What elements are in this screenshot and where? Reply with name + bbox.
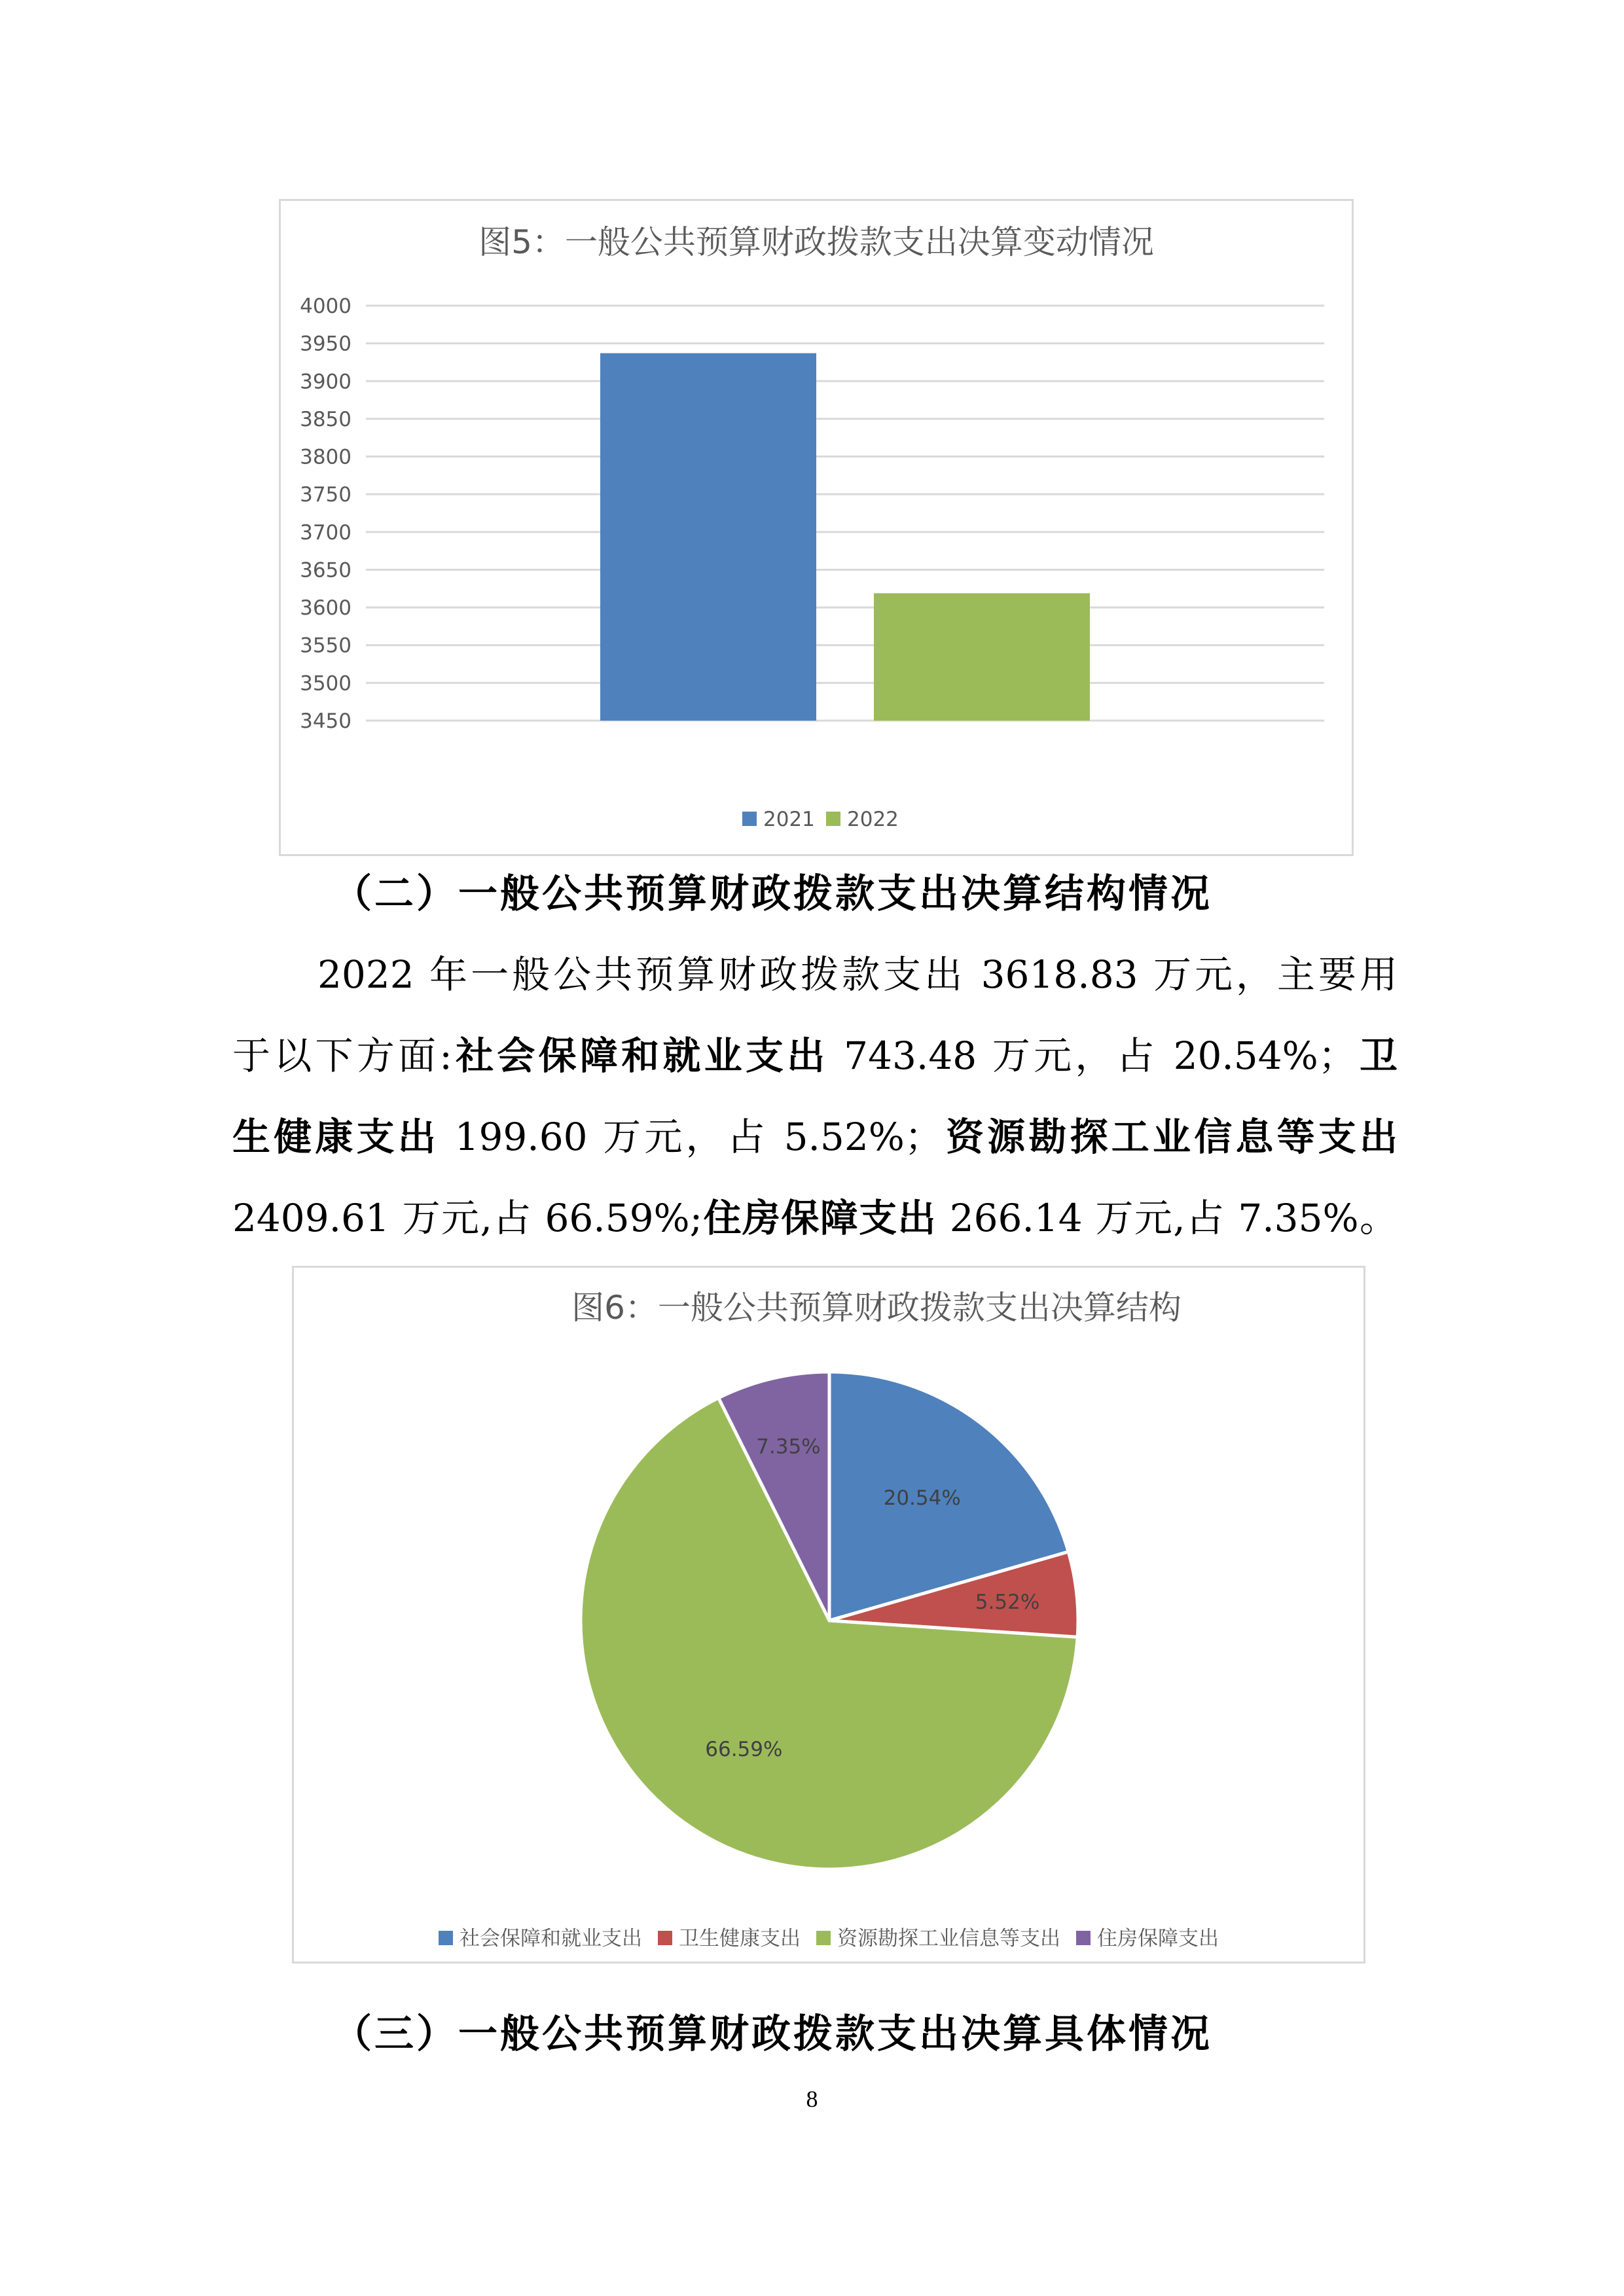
paragraph-text: 2409.61 万元,占 66.59%; — [232, 1196, 703, 1240]
legend-swatch-1 — [439, 1931, 453, 1945]
section-heading-structure: （二）一般公共预算财政拨款支出决算结构情况 — [333, 871, 1212, 917]
y-tick-label: 3850 — [300, 407, 352, 431]
paragraph-line-2 — [232, 1033, 1398, 1078]
paragraph-text: 2022 年一般公共预算财政拨款支出 3618.83 万元，主要用 — [317, 952, 1398, 997]
pie-chart-title: 图6：一般公共预算财政拨款支出决算结构 — [571, 1289, 1182, 1327]
y-tick-label: 3500 — [300, 672, 352, 696]
legend-label-3: 资源勘探工业信息等支出 — [837, 1927, 1060, 1950]
paragraph-line-1 — [317, 952, 1398, 997]
pie-chart-legend — [439, 1927, 1219, 1950]
bar-chart-bars — [600, 353, 1090, 721]
y-tick-label: 3450 — [300, 709, 352, 733]
page-number: 8 — [806, 2086, 818, 2112]
category-housing: 住房保障支出 — [702, 1196, 937, 1240]
legend-swatch-2021 — [742, 812, 757, 826]
pie-data-label: 5.52% — [975, 1590, 1040, 1614]
category-social-security: 社会保障和就业支出 — [452, 1033, 829, 1078]
bar-2021 — [600, 353, 816, 721]
legend-label-1: 社会保障和就业支出 — [460, 1927, 642, 1950]
legend-swatch-3 — [816, 1931, 831, 1945]
legend-label-2021: 2021 — [763, 808, 815, 831]
y-tick-label: 3650 — [300, 558, 352, 583]
legend-label-2022: 2022 — [847, 808, 899, 831]
section-heading-details: （三）一般公共预算财政拨款支出决算具体情况 — [333, 2011, 1212, 2057]
y-tick-label: 4000 — [300, 295, 352, 318]
y-tick-label: 3950 — [300, 332, 352, 356]
pie-chart-frame — [292, 1266, 1365, 1964]
pie-chart-slices — [581, 1372, 1078, 1869]
pie-data-label: 20.54% — [883, 1486, 961, 1510]
legend-label-2: 卫生健康支出 — [679, 1927, 801, 1950]
pie-data-label: 7.35% — [756, 1435, 821, 1459]
bar-2022 — [874, 593, 1090, 721]
y-tick-label: 3700 — [300, 520, 352, 545]
legend-label-4: 住房保障支出 — [1097, 1927, 1219, 1950]
bar-chart-y-axis — [300, 295, 352, 733]
bar-chart — [281, 201, 1352, 854]
bar-chart-legend — [742, 808, 899, 831]
pie-chart — [294, 1268, 1363, 1962]
legend-swatch-2022 — [826, 812, 840, 826]
category-health-part: 卫 — [1356, 1033, 1398, 1078]
paragraph-line-3 — [232, 1115, 1398, 1159]
y-tick-label: 3800 — [300, 445, 352, 469]
paragraph-text: 743.48 万元，占 20.54%； — [828, 1033, 1356, 1078]
paragraph-text: 于以下方面: — [232, 1033, 452, 1078]
y-tick-label: 3900 — [300, 370, 352, 394]
bar-chart-gridlines — [366, 306, 1324, 721]
bar-chart-title: 图5：一般公共预算财政拨款支出决算变动情况 — [478, 223, 1154, 261]
y-tick-label: 3750 — [300, 483, 352, 507]
paragraph-text: 266.14 万元,占 7.35%。 — [936, 1196, 1398, 1240]
bar-chart-frame — [279, 199, 1354, 856]
category-resources: 资源勘探工业信息等支出 — [942, 1115, 1398, 1159]
pie-data-label: 66.59% — [705, 1738, 783, 1762]
category-health: 生健康支出 — [232, 1115, 439, 1159]
legend-swatch-2 — [658, 1931, 672, 1945]
legend-swatch-4 — [1076, 1931, 1091, 1945]
y-tick-label: 3550 — [300, 634, 352, 658]
paragraph-line-4 — [232, 1196, 1398, 1240]
paragraph-text: 199.60 万元，占 5.52%； — [439, 1115, 943, 1159]
y-tick-label: 3600 — [300, 596, 352, 620]
